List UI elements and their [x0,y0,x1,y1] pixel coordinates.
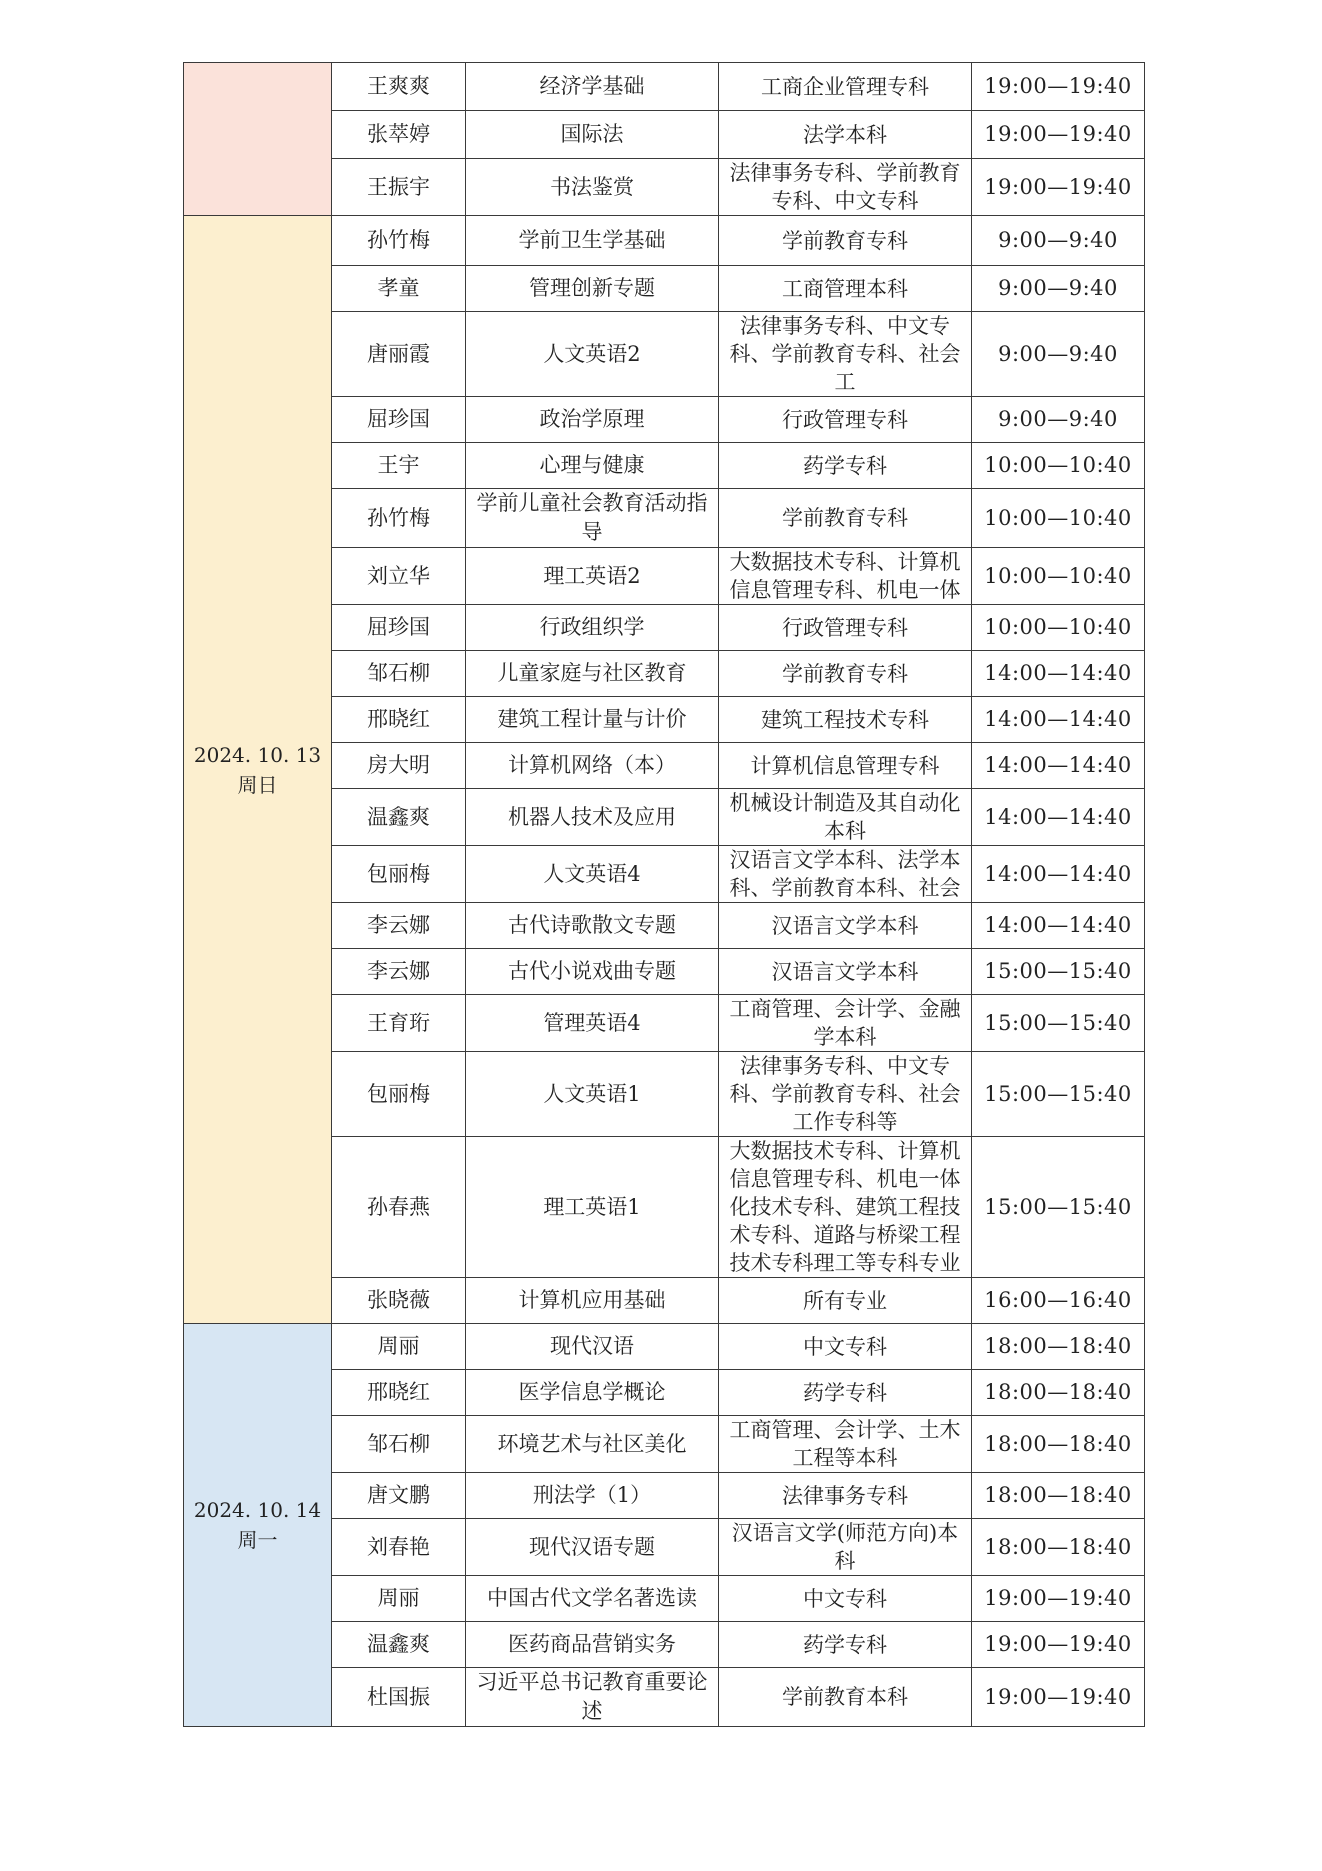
time-cell: 10:00—10:40 [972,605,1145,651]
major-cell: 药学专科 [719,443,972,489]
time-cell: 10:00—10:40 [972,548,1145,605]
teacher-cell: 张萃婷 [332,111,466,159]
teacher-cell: 温鑫爽 [332,789,466,846]
teacher-cell: 孙竹梅 [332,489,466,548]
time-cell: 9:00—9:40 [972,216,1145,266]
time-cell: 18:00—18:40 [972,1324,1145,1370]
date-cell [184,63,332,216]
time-cell: 14:00—14:40 [972,846,1145,903]
major-cell: 工商管理本科 [719,266,972,312]
teacher-cell: 王宇 [332,443,466,489]
major-cell: 工商管理、会计学、土木工程等本科 [719,1416,972,1473]
time-cell: 16:00—16:40 [972,1278,1145,1324]
schedule-body [184,63,1145,1727]
weekday-label: 周一 [237,1528,278,1552]
major-cell: 汉语言文学本科 [719,949,972,995]
course-cell: 理工英语2 [466,548,719,605]
course-cell: 医学信息学概论 [466,1370,719,1416]
major-cell: 药学专科 [719,1370,972,1416]
schedule-table [183,62,1145,1727]
teacher-cell: 孝童 [332,266,466,312]
major-cell: 大数据技术专科、计算机信息管理专科、机电一体 [719,548,972,605]
course-cell: 计算机网络（本） [466,743,719,789]
major-cell: 法律事务专科、中文专科、学前教育专科、社会工作专科等 [719,1052,972,1137]
teacher-cell: 张晓薇 [332,1278,466,1324]
time-cell: 19:00—19:40 [972,1668,1145,1727]
course-cell: 国际法 [466,111,719,159]
teacher-cell: 房大明 [332,743,466,789]
course-cell: 古代小说戏曲专题 [466,949,719,995]
teacher-cell: 屈珍国 [332,605,466,651]
course-cell: 刑法学（1） [466,1473,719,1519]
major-cell: 法律事务专科、中文专科、学前教育专科、社会工 [719,312,972,397]
major-cell: 行政管理专科 [719,605,972,651]
time-cell: 15:00—15:40 [972,1137,1145,1278]
time-cell: 14:00—14:40 [972,903,1145,949]
teacher-cell: 周丽 [332,1324,466,1370]
course-cell: 人文英语1 [466,1052,719,1137]
time-cell: 10:00—10:40 [972,489,1145,548]
teacher-cell: 李云娜 [332,903,466,949]
teacher-cell: 邢晓红 [332,1370,466,1416]
major-cell: 中文专科 [719,1576,972,1622]
major-cell: 汉语言文学本科 [719,903,972,949]
teacher-cell: 王振宇 [332,159,466,216]
time-cell: 14:00—14:40 [972,697,1145,743]
teacher-cell: 刘春艳 [332,1519,466,1576]
time-cell: 9:00—9:40 [972,266,1145,312]
course-cell: 儿童家庭与社区教育 [466,651,719,697]
major-cell: 药学专科 [719,1622,972,1668]
major-cell: 工商企业管理专科 [719,63,972,111]
time-cell: 18:00—18:40 [972,1416,1145,1473]
time-cell: 9:00—9:40 [972,312,1145,397]
table-row [184,1324,1145,1370]
time-cell: 19:00—19:40 [972,1576,1145,1622]
course-cell: 经济学基础 [466,63,719,111]
course-cell: 管理创新专题 [466,266,719,312]
time-cell: 19:00—19:40 [972,1622,1145,1668]
time-cell: 10:00—10:40 [972,443,1145,489]
table-row [184,63,1145,111]
course-cell: 医药商品营销实务 [466,1622,719,1668]
time-cell: 14:00—14:40 [972,651,1145,697]
teacher-cell: 包丽梅 [332,846,466,903]
teacher-cell: 孙春燕 [332,1137,466,1278]
major-cell: 计算机信息管理专科 [719,743,972,789]
major-cell: 学前教育专科 [719,651,972,697]
course-cell: 学前卫生学基础 [466,216,719,266]
date-cell [184,1324,332,1727]
course-cell: 行政组织学 [466,605,719,651]
teacher-cell: 刘立华 [332,548,466,605]
table-row [184,216,1145,266]
date-cell [184,216,332,1324]
time-cell: 14:00—14:40 [972,743,1145,789]
teacher-cell: 温鑫爽 [332,1622,466,1668]
teacher-cell: 邹石柳 [332,651,466,697]
time-cell: 14:00—14:40 [972,789,1145,846]
course-cell: 中国古代文学名著选读 [466,1576,719,1622]
major-cell: 中文专科 [719,1324,972,1370]
major-cell: 建筑工程技术专科 [719,697,972,743]
course-cell: 古代诗歌散文专题 [466,903,719,949]
teacher-cell: 屈珍国 [332,397,466,443]
major-cell: 汉语言文学(师范方向)本科 [719,1519,972,1576]
time-cell: 18:00—18:40 [972,1370,1145,1416]
teacher-cell: 邹石柳 [332,1416,466,1473]
course-cell: 现代汉语 [466,1324,719,1370]
teacher-cell: 杜国振 [332,1668,466,1727]
time-cell: 18:00—18:40 [972,1473,1145,1519]
date-label: 2024. 10. 13 [193,742,322,767]
major-cell: 学前教育专科 [719,216,972,266]
teacher-cell: 邢晓红 [332,697,466,743]
course-cell: 学前儿童社会教育活动指导 [466,489,719,548]
major-cell: 法律事务专科、学前教育专科、中文专科 [719,159,972,216]
major-cell: 法学本科 [719,111,972,159]
teacher-cell: 唐丽霞 [332,312,466,397]
teacher-cell: 唐文鹏 [332,1473,466,1519]
major-cell: 机械设计制造及其自动化本科 [719,789,972,846]
teacher-cell: 王爽爽 [332,63,466,111]
course-cell: 心理与健康 [466,443,719,489]
teacher-cell: 周丽 [332,1576,466,1622]
major-cell: 汉语言文学本科、法学本科、学前教育本科、社会 [719,846,972,903]
time-cell: 15:00—15:40 [972,995,1145,1052]
course-cell: 现代汉语专题 [466,1519,719,1576]
major-cell: 大数据技术专科、计算机信息管理专科、机电一体化技术专科、建筑工程技术专科、道路与桥梁工程技术专科理工等专科专业 [719,1137,972,1278]
weekday-label: 周日 [237,772,278,797]
major-cell: 学前教育本科 [719,1668,972,1727]
course-cell: 人文英语4 [466,846,719,903]
time-cell: 19:00—19:40 [972,111,1145,159]
course-cell: 建筑工程计量与计价 [466,697,719,743]
date-label: 2024. 10. 14 [193,1498,322,1522]
major-cell: 学前教育专科 [719,489,972,548]
major-cell: 法律事务专科 [719,1473,972,1519]
time-cell: 19:00—19:40 [972,63,1145,111]
time-cell: 9:00—9:40 [972,397,1145,443]
teacher-cell: 孙竹梅 [332,216,466,266]
major-cell: 所有专业 [719,1278,972,1324]
major-cell: 行政管理专科 [719,397,972,443]
time-cell: 18:00—18:40 [972,1519,1145,1576]
course-cell: 环境艺术与社区美化 [466,1416,719,1473]
teacher-cell: 李云娜 [332,949,466,995]
course-cell: 管理英语4 [466,995,719,1052]
time-cell: 15:00—15:40 [972,949,1145,995]
course-cell: 理工英语1 [466,1137,719,1278]
course-cell: 计算机应用基础 [466,1278,719,1324]
course-cell: 机器人技术及应用 [466,789,719,846]
teacher-cell: 王育珩 [332,995,466,1052]
teacher-cell: 包丽梅 [332,1052,466,1137]
course-cell: 人文英语2 [466,312,719,397]
time-cell: 19:00—19:40 [972,159,1145,216]
course-cell: 书法鉴赏 [466,159,719,216]
course-cell: 政治学原理 [466,397,719,443]
major-cell: 工商管理、会计学、金融学本科 [719,995,972,1052]
schedule-sheet [183,62,1145,1727]
course-cell: 习近平总书记教育重要论述 [466,1668,719,1727]
time-cell: 15:00—15:40 [972,1052,1145,1137]
